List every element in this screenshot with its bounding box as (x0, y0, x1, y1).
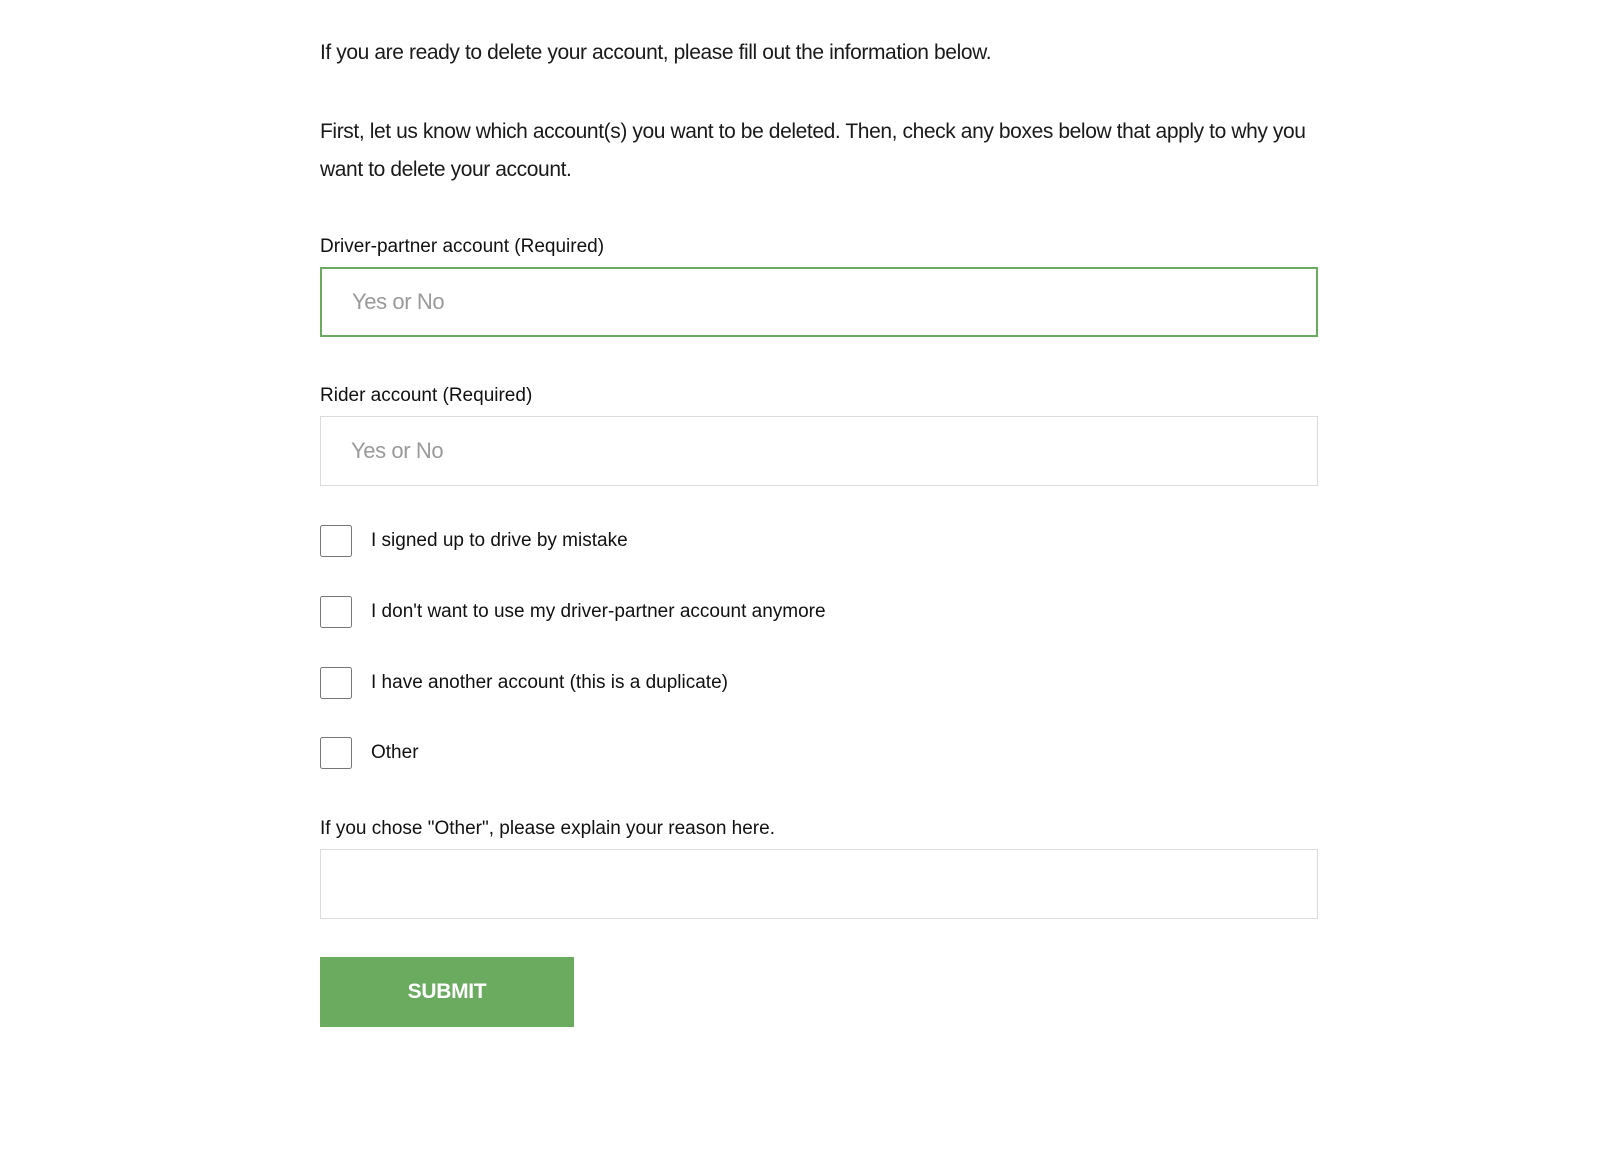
reason-no-longer-use-checkbox[interactable] (320, 596, 352, 628)
submit-button[interactable]: SUBMIT (320, 957, 574, 1027)
driver-account-label: Driver-partner account (Required) (320, 236, 605, 257)
reason-mistake-label: I signed up to drive by mistake (371, 530, 628, 551)
rider-account-input[interactable] (320, 416, 1318, 486)
reason-other-row[interactable] (320, 737, 419, 769)
other-reason-input[interactable] (320, 849, 1318, 919)
reason-duplicate-label: I have another account (this is a duplicate) (371, 672, 728, 693)
intro-text: If you are ready to delete your account, please fill out the information below. (320, 41, 992, 64)
instructions-text: First, let us know which account(s) you want to be deleted. Then, check any boxes below that apply to why you want to delete your account. (320, 120, 1306, 181)
reason-duplicate-row[interactable] (320, 667, 728, 699)
reason-other-checkbox[interactable] (320, 737, 352, 769)
reason-mistake-checkbox[interactable] (320, 525, 352, 557)
reason-no-longer-use-label: I don't want to use my driver-partner account anymore (371, 601, 826, 622)
reason-other-label: Other (371, 742, 419, 763)
reason-no-longer-use-row[interactable] (320, 596, 826, 628)
reason-duplicate-checkbox[interactable] (320, 667, 352, 699)
rider-account-label: Rider account (Required) (320, 385, 533, 406)
other-reason-label: If you chose "Other", please explain your reason here. (320, 818, 775, 839)
driver-account-input[interactable] (320, 267, 1318, 337)
reason-mistake-row[interactable] (320, 525, 628, 557)
